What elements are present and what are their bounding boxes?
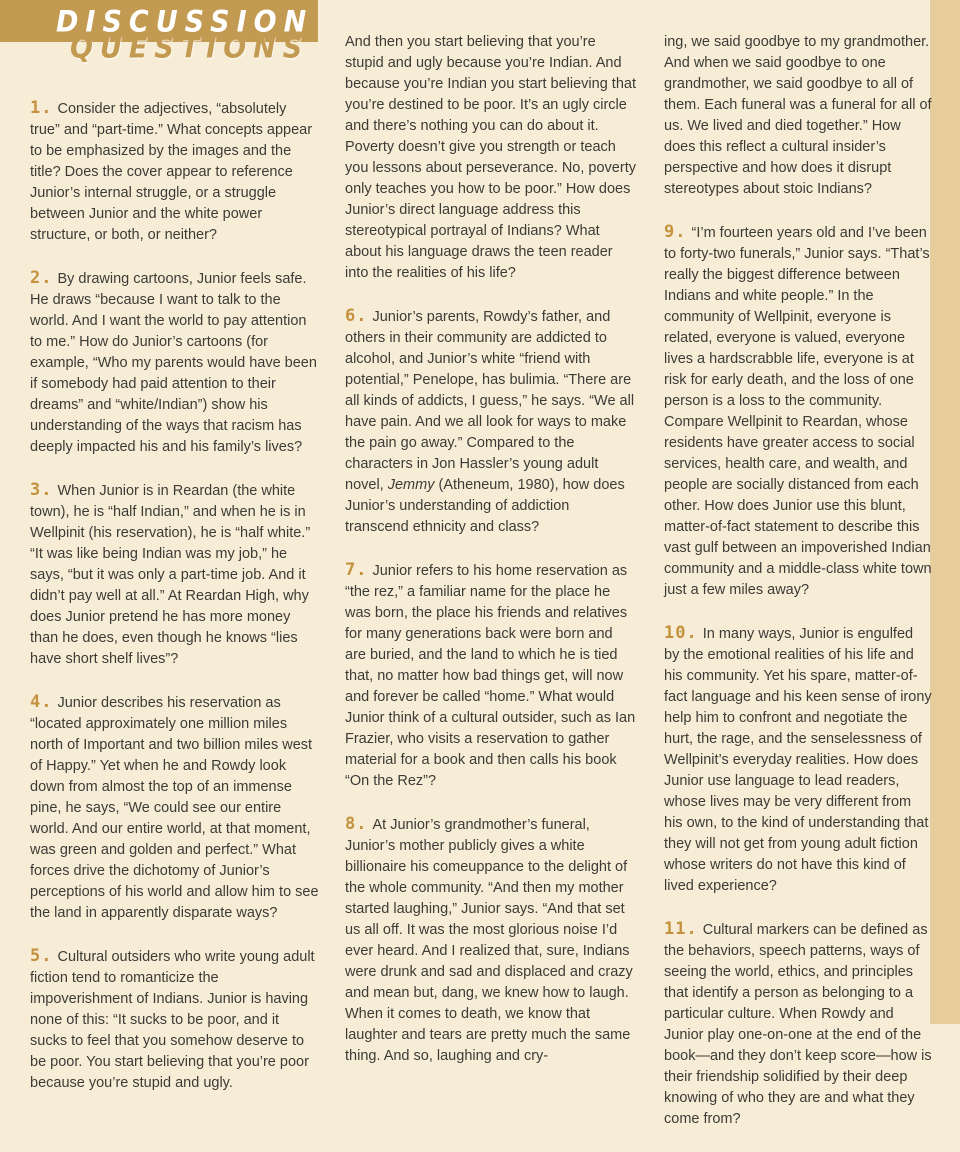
question-3 xyxy=(30,480,320,670)
question-4 xyxy=(30,692,320,924)
question-11-number: 11. xyxy=(664,919,698,939)
question-5-part-1 xyxy=(30,946,320,1094)
question-1-number: 1. xyxy=(30,98,53,118)
question-9-text: “I’m fourteen years old and I’ve been to forty-two funerals,” Junior says. “That’s really the biggest difference between Indians and white people.” In the community of Wellpinit, everyone is related, everyone is valued, everyone lives a hardscrabble life, everyone is at risk for early death, and the loss of one person is a loss to the community. Compare Wellpinit to Reardan, whose residents have greater access to social services, health care, and wealth, and people are socially distanced from each other. How does Junior use this blunt, matter-of-fact statement to describe this vast gulf between an impoverished Indian community and a middle-class white town just a few miles away? xyxy=(664,225,932,598)
question-11-text: Cultural markers can be defined as the behaviors, speech patterns, ways of seeing the world, ethics, and principles that identify a person as belonging to a particular culture. When Rowdy and Junior play one-on-one at the end of the book—and they don’t keep score—how is their friendship solidified by their deep knowing of who they are and what they come from? xyxy=(664,922,932,1127)
page-title-questions: QUESTIONS xyxy=(70,31,310,66)
question-7-number: 7. xyxy=(345,560,368,580)
column-3 xyxy=(664,32,932,1152)
question-2 xyxy=(30,268,320,458)
question-8-text-part-2: ing, we said goodbye to my grandmother. And when we said goodbye to one grandmother, we said goodbye to all of them. Each funeral was a funeral for all of us. We lived and died together.” How does this reflect a cultural insider’s perspective and how does it disrupt stereotypes about stoic Indians? xyxy=(664,34,932,197)
question-8-text-part-1: At Junior’s grandmother’s funeral, Junior’s mother publicly gives a white billionaire his comeuppance to the delight of the whole community. “And then my mother started laughing,” Junior says. “And that set us all off. It was the most glorious noise I’d ever heard. And I realized that, sure, Indians were drunk and sad and displaced and crazy and mean but, dang, we knew how to laugh. When it comes to death, we know that laughter and tears are pretty much the same thing. And so, laughing and cry- xyxy=(345,817,633,1064)
question-6 xyxy=(345,306,637,538)
question-10-number: 10. xyxy=(664,623,698,643)
question-5-number: 5. xyxy=(30,946,53,966)
question-11 xyxy=(664,919,932,1130)
question-7 xyxy=(345,560,637,792)
question-8-part-2 xyxy=(664,32,932,200)
question-6-book-title: Jemmy xyxy=(387,477,435,493)
question-2-text: By drawing cartoons, Junior feels safe. He draws “because I want to talk to the world. And I want the world to pay attention to me.” How do Junior’s cartoons (for example, “Who my parents would have been if somebody had paid attention to their dreams” and “white/Indian”) show his understanding of the ways that racism has deeply impacted his and his family’s lives? xyxy=(30,271,317,455)
question-9 xyxy=(664,222,932,601)
question-8-part-1 xyxy=(345,814,637,1067)
question-3-number: 3. xyxy=(30,480,53,500)
question-10 xyxy=(664,623,932,897)
question-9-number: 9. xyxy=(664,222,687,242)
question-8-number: 8. xyxy=(345,814,368,834)
question-4-text: Junior describes his reservation as “located approximately one million miles north of Important and two billion miles west of Happy.” Yet when he and Rowdy look down from almost the top of an immense pine, he says, “We could see our entire world. And our entire world, at that moment, was green and golden and perfect.” What forces drive the dichotomy of Junior’s perceptions of his world and allow him to see the land in apparently disparate ways? xyxy=(30,695,319,921)
question-1-text: Consider the adjectives, “absolutely true” and “part-time.” What concepts appear to be emphasized by the images and the title? Does the cover appear to reference Junior’s internal struggle, or a struggle between Junior and the white power structure, or both, or neither? xyxy=(30,101,313,243)
right-accent-strip xyxy=(930,0,960,1024)
question-3-text: When Junior is in Reardan (the white town), he is “half Indian,” and when he is in Wellpinit (his reservation), he is “half white.” “It was like being Indian was my job,” he says, “but it was only a part-time job. And it didn’t pay well at all.” At Reardan High, why does Junior pretend he has more money than he does, even though he knows “lies have short shelf lives”? xyxy=(30,483,311,667)
question-6-text: Junior’s parents, Rowdy’s father, and others in their community are addicted to alcohol, and Junior’s white “friend with potential,” Penelope, has bulimia. “There are all kinds of addicts, I guess,” he says. “We all have pain. And we all look for ways to make the pain go away.” Compared to the characters in Jon Hassler’s young adult novel, xyxy=(345,309,635,493)
page-title-discussion: DISCUSSION xyxy=(56,5,314,40)
question-6-text-after-title: (Atheneum, 1980), how does Junior’s understanding of addiction transcend ethnicity and class? xyxy=(345,477,625,535)
question-10-text: In many ways, Junior is engulfed by the emotional realities of his life and his community. Yet his spare, matter-of-fact language and his keen sense of irony help him to confront and negotiate the hurt, the rage, and the senselessness of Wellpinit’s everyday realities. How does Junior use language to lead readers, whose lives may be very different from his own, to the kind of understanding that they will not get from young adult fiction whose writers do not have this kind of lived experience? xyxy=(664,626,932,894)
question-5-text-part-1: Cultural outsiders who write young adult fiction tend to romanticize the impoverishment of Indians. Junior is having none of this: “It sucks to be poor, and it sucks to feel that you somehow deserve to be poor. You start believing that you’re poor because you’re stupid and ugly. xyxy=(30,949,315,1091)
question-5-part-2 xyxy=(345,32,637,284)
question-1 xyxy=(30,98,320,246)
column-1 xyxy=(30,98,320,1116)
question-5-text-part-2: And then you start believing that you’re stupid and ugly because you’re Indian. And because you’re Indian you start believing that you’re destined to be poor. It’s an ugly circle and there’s nothing you can do about it. Poverty doesn’t give you strength or teach you lessons about perseverance. No, poverty only teaches you how to be poor.” How does Junior’s direct language address this stereotypical portrayal of Indians? What about his language draws the teen reader into the realities of his life? xyxy=(345,34,636,281)
question-2-number: 2. xyxy=(30,268,53,288)
question-4-number: 4. xyxy=(30,692,53,712)
column-2 xyxy=(345,32,637,1089)
question-7-text: Junior refers to his home reservation as “the rez,” a familiar name for the place he was born, the place his friends and relatives for many generations back were born and are buried, and the land to which he is tied that, no matter how bad things get, will now and forever be called “home.” What would Junior think of a cultural outsider, such as Ian Frazier, who visits a reservation to gather material for a book and then calls his book “On the Rez”? xyxy=(345,563,636,789)
question-6-number: 6. xyxy=(345,306,368,326)
